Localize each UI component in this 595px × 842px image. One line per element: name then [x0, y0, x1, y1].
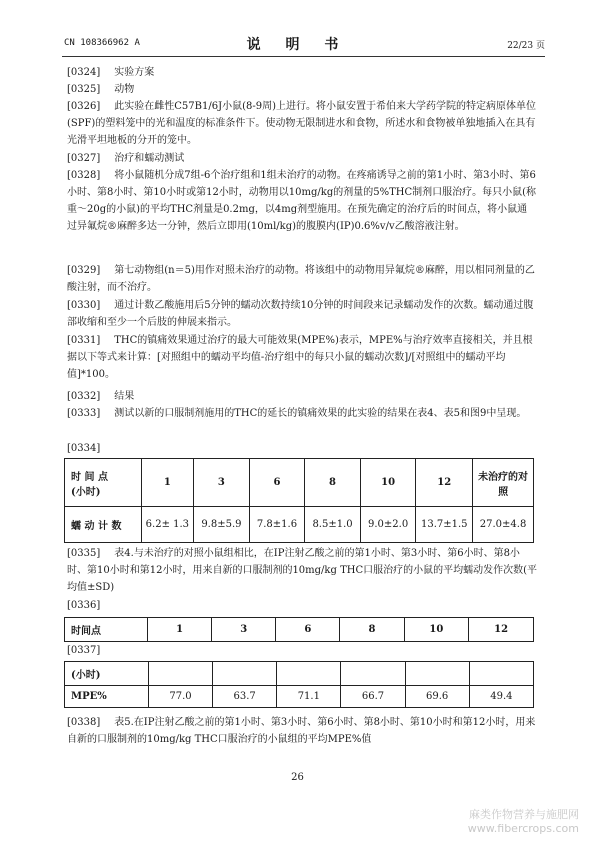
paragraph-text: 表5.在IP注射乙酸之前的第1小时、第3小时、第6小时、第8小时、第10小时和第12小时，用来自新的口服制剂的10mg/kg THC口服治疗的小鼠组的平均MPE%值	[67, 717, 536, 745]
paragraph-0324	[67, 64, 537, 81]
paragraph-number: [0333]	[67, 408, 101, 419]
header-rule	[62, 56, 545, 57]
table-row	[65, 618, 534, 642]
paragraph-number: [0338]	[67, 717, 101, 728]
paragraph-0330	[67, 297, 537, 331]
paragraph-text: 第七动物组(n＝5)用作对照未治疗的动物。将该组中的动物用异氟烷®麻醉，用以相同剂量的乙酸注射，而不治疗。	[67, 265, 535, 293]
table5-cell: 71.1	[277, 686, 341, 708]
table-row	[65, 459, 534, 507]
table5-header-label: 时间点	[65, 618, 148, 642]
table5-cell: 49.4	[469, 686, 533, 708]
table4-header-label: 时 间 点 (小时)	[65, 459, 142, 507]
paragraph-text: 治疗和蠕动测试	[114, 153, 185, 164]
paragraph-text: 此实验在雌性C57B1/6J小鼠(8-9周)上进行。将小鼠安置于希伯来大学药学院的特定病原体单位(SPF)的塑料笼中的光和温度的标准条件下。使动物无限制进水和食物，所述水和食物被单独地插入在具有光滑平坦地板的分开的笼中。	[67, 101, 536, 146]
paragraph-0333	[67, 405, 537, 422]
table-5-header	[64, 617, 534, 642]
paragraph-number: [0332]	[67, 391, 101, 402]
paragraph-text: 通过计数乙酸施用后5分钟的蠕动次数持续10分钟的时间段来记录蠕动发作的次数。蠕动通过腹部收缩和至少一个后肢的伸展来指示。	[67, 300, 534, 328]
table-row	[65, 507, 534, 543]
table4-cell: 9.8±5.9	[194, 507, 250, 543]
paragraph-text: 结果	[114, 391, 135, 402]
table4-col-1: 1	[141, 459, 194, 507]
paragraph-text: 表4.与未治疗的对照小鼠组相比，在IP注射乙酸之前的第1小时、第3小时、第6小时、第8小时、第10小时和第12小时，用来自新的口服制剂的10mg/kg THC口服治疗的小鼠的平均蠕动发作次数(平均值±SD)	[67, 548, 538, 593]
table4-col-3: 3	[194, 459, 250, 507]
paragraph-0335	[67, 545, 537, 596]
table-row	[65, 686, 534, 708]
table5-row-label: MPE%	[65, 686, 149, 708]
header-title: 说 明 书	[246, 37, 349, 53]
paragraph-0338	[67, 714, 537, 748]
watermark-line-1: 麻类作物营养与施肥网	[469, 808, 579, 821]
header-doc-number: CN 108366962 A	[64, 38, 140, 48]
table4-cell: 7.8±1.6	[249, 507, 305, 543]
table4-cell: 9.0±2.0	[360, 507, 416, 543]
table5-unit-label: (小时)	[65, 662, 149, 686]
paragraph-0337-number: [0337]	[67, 645, 101, 656]
table5-cell: 77.0	[148, 686, 212, 708]
watermark	[468, 808, 579, 836]
table4-cell: 8.5±1.0	[305, 507, 361, 543]
table4-col-10: 10	[360, 459, 416, 507]
paragraph-text: THC的镇痛效果通过治疗的最大可能效果(MPE%)表示，MPE%与治疗效率直接相关，并且根据以下等式来计算：[对照组中的蠕动平均值-治疗组中的每只小鼠的蠕动次数]/[对照组中的蠕动平均值]*100。	[67, 335, 533, 380]
paragraph-0327	[67, 150, 537, 167]
table5-empty-cell	[405, 662, 469, 686]
paragraph-number: [0331]	[67, 335, 101, 346]
table5-col-10: 10	[404, 618, 469, 642]
table5-cell: 63.7	[213, 686, 277, 708]
table5-col-1: 1	[148, 618, 212, 642]
table5-cell: 69.6	[405, 686, 469, 708]
paragraph-number: [0325]	[67, 84, 101, 95]
paragraph-number: [0335]	[67, 548, 101, 559]
paragraph-number: [0327]	[67, 153, 101, 164]
paragraph-number: [0326]	[67, 101, 101, 112]
table-4	[64, 458, 534, 543]
paragraph-0331	[67, 332, 537, 383]
table4-control-label: 未治疗的对照	[473, 459, 534, 507]
table4-cell: 27.0±4.8	[473, 507, 534, 543]
table5-col-3: 3	[212, 618, 276, 642]
paragraph-number: [0330]	[67, 300, 101, 311]
table4-col-6: 6	[249, 459, 305, 507]
paragraph-number: [0329]	[67, 265, 101, 276]
table4-col-12: 12	[416, 459, 473, 507]
table5-col-12: 12	[469, 618, 534, 642]
paragraph-0326	[67, 98, 537, 149]
paragraph-text: 将小鼠随机分成7组-6个治疗组和1组未治疗的动物。在疼痛诱导之前的第1小时、第3小时、第6小时、第8小时、第10小时或第12小时，动物用以10mg/kg的剂量的5%THC制剂口服治疗。每只小鼠(称重～20g的小鼠)的平均THC剂量是0.2mg，以4mg剂型施用。在预先确定的治疗后的时间点，将小鼠通过异氟烷®麻醉多达一分钟，然后立即用(10ml/kg)的腹膜内(IP)0.6%v/v乙酸溶液注射。	[67, 170, 537, 232]
paragraph-0328	[67, 167, 537, 235]
table5-cell: 66.7	[341, 686, 405, 708]
header-page-info: 22/23 页	[507, 41, 545, 51]
paragraph-0336-number: [0336]	[67, 600, 101, 611]
table5-col-8: 8	[340, 618, 404, 642]
paragraph-0334-number: [0334]	[67, 443, 101, 454]
table5-empty-cell	[148, 662, 212, 686]
table4-cell: 6.2± 1.3	[141, 507, 194, 543]
watermark-line-2: www.fibercrops.com	[467, 822, 579, 835]
table5-empty-cell	[341, 662, 405, 686]
table5-empty-cell	[469, 662, 533, 686]
paragraph-0332	[67, 388, 537, 405]
paragraph-text: 测试以新的口服制剂施用的THC的延长的镇痛效果的此实验的结果在表4、表5和图9中呈现。	[114, 408, 527, 419]
paragraph-text: 动物	[114, 84, 135, 95]
paragraph-text: 实验方案	[114, 67, 155, 78]
paragraph-0325	[67, 81, 537, 98]
table5-col-6: 6	[276, 618, 340, 642]
table4-row-label: 蠕 动 计 数	[65, 507, 142, 543]
page-number: 26	[291, 772, 304, 783]
table4-col-8: 8	[305, 459, 361, 507]
table4-cell: 13.7±1.5	[416, 507, 473, 543]
paragraph-number: [0328]	[67, 170, 101, 181]
table-row	[65, 662, 534, 686]
table5-empty-cell	[277, 662, 341, 686]
paragraph-number: [0324]	[67, 67, 101, 78]
paragraph-0329	[67, 262, 537, 296]
table-5-body	[64, 661, 534, 708]
table5-empty-cell	[213, 662, 277, 686]
